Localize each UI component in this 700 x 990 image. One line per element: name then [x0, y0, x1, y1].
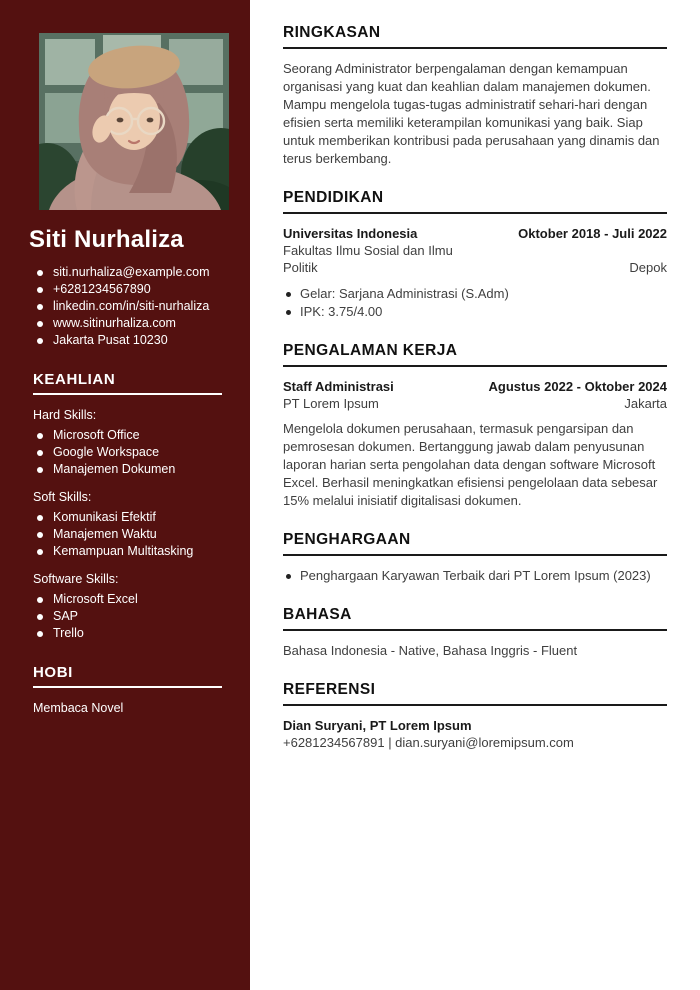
reference-name: Dian Suryani, PT Lorem Ipsum [283, 718, 472, 733]
name-heading: Siti Nurhaliza [29, 226, 184, 253]
experience-description: Mengelola dokumen perusahaan, termasuk pengarsipan dan pemrosesan dokumen. Bertanggung jawab dalam penyusunan laporan harian serta pengolahan data dengan software Microsoft Excel. Berhasil meningkatkan efisiensi pengelolaan data sebesar 15% melalui inisiatif digitalisasi dokumen. [283, 421, 658, 508]
experience-location: Jakarta [624, 396, 667, 411]
contact-item-email [33, 264, 222, 281]
section-summary [283, 24, 667, 168]
bullet-dot-icon [37, 597, 43, 603]
skill-item [33, 543, 222, 560]
section-divider [283, 47, 667, 49]
skill-item-label: Microsoft Office [53, 428, 140, 442]
section-divider [283, 212, 667, 214]
contact-text: www.sitinurhaliza.com [53, 316, 176, 330]
contact-list [33, 264, 222, 349]
bullet-dot-icon [286, 292, 291, 297]
education-bullet [283, 285, 667, 303]
bullet-dot-icon [37, 304, 43, 310]
main-content [250, 0, 700, 990]
skill-item-label: Komunikasi Efektif [53, 510, 156, 524]
education-bullet [283, 303, 667, 321]
skill-group-software [33, 571, 222, 642]
education-faculty: Fakultas Ilmu Sosial dan Ilmu Politik [283, 243, 453, 275]
skill-group-hard [33, 407, 222, 478]
bullet-dot-icon [286, 574, 291, 579]
skill-item [33, 625, 222, 642]
bullet-dot-icon [286, 310, 291, 315]
skill-item-label: Manajemen Waktu [53, 527, 157, 541]
summary-text: Seorang Administrator berpengalaman dengan kemampuan organisasi yang kuat dan keahlian dalam manajemen dokumen. Mampu mengelola tugas-tugas administratif sehari-hari dengan efisien serta memiliki keterampilan komunikasi yang baik. Siap untuk memberikan kontribusi pada perusahaan yang dinamis dan terus berkembang. [283, 61, 660, 166]
education-location: Depok [629, 260, 667, 275]
education-bullets [283, 285, 667, 321]
section-education [283, 189, 667, 321]
skill-item-label: Google Workspace [53, 445, 160, 459]
award-bullet-text: Penghargaan Karyawan Terbaik dari PT Lorem Ipsum (2023) [300, 568, 651, 583]
reference-contact: +6281234567891 | dian.suryani@loremipsum.com [283, 735, 574, 750]
skill-item [33, 591, 222, 608]
skill-item-label: Manajemen Dokumen [53, 462, 176, 476]
skill-item-label: Microsoft Excel [53, 592, 138, 606]
bullet-dot-icon [37, 338, 43, 344]
experience-role: Staff Administrasi [283, 379, 394, 394]
bullet-dot-icon [37, 287, 43, 293]
hobby-divider [33, 686, 222, 688]
sidebar [0, 0, 250, 990]
education-bullet-text: IPK: 3.75/4.00 [300, 304, 383, 319]
skill-group-label: Soft Skills: [33, 490, 92, 504]
education-dates: Oktober 2018 - Juli 2022 [518, 226, 667, 241]
section-heading: BAHASA [283, 606, 352, 623]
contact-item-address [33, 332, 222, 349]
contact-text: siti.nurhaliza@example.com [53, 265, 210, 279]
skill-group-soft [33, 489, 222, 560]
skill-item [33, 509, 222, 526]
section-awards [283, 531, 667, 585]
skill-item [33, 461, 222, 478]
bullet-dot-icon [37, 515, 43, 521]
bullet-dot-icon [37, 549, 43, 555]
section-languages [283, 606, 667, 660]
section-heading: PENGALAMAN KERJA [283, 342, 458, 359]
skill-item-label: SAP [53, 609, 79, 623]
section-divider [283, 554, 667, 556]
bullet-dot-icon [37, 467, 43, 473]
section-heading: RINGKASAN [283, 24, 381, 41]
bullet-dot-icon [37, 614, 43, 620]
contact-item-website [33, 315, 222, 332]
contact-text: linkedin.com/in/siti-nurhaliza [53, 299, 210, 313]
bullet-dot-icon [37, 321, 43, 327]
education-school: Universitas Indonesia [283, 226, 418, 241]
section-divider [283, 629, 667, 631]
bullet-dot-icon [37, 631, 43, 637]
skill-item-label: Kemampuan Multitasking [53, 544, 194, 558]
section-experience [283, 342, 667, 510]
experience-entry [283, 378, 667, 412]
skill-item [33, 427, 222, 444]
bullet-dot-icon [37, 270, 43, 276]
section-references [283, 681, 667, 751]
experience-company: PT Lorem Ipsum [283, 396, 379, 411]
bullet-dot-icon [37, 450, 43, 456]
experience-dates: Agustus 2022 - Oktober 2024 [488, 379, 667, 394]
section-heading: PENGHARGAAN [283, 531, 411, 548]
education-entry [283, 225, 667, 276]
section-divider [283, 704, 667, 706]
skill-group-label: Hard Skills: [33, 408, 97, 422]
section-divider [283, 365, 667, 367]
skill-item [33, 526, 222, 543]
section-heading: PENDIDIKAN [283, 189, 384, 206]
skill-item [33, 444, 222, 461]
profile-photo [39, 33, 229, 210]
hobby-text: Membaca Novel [33, 701, 124, 715]
skills-heading: KEAHLIAN [33, 371, 116, 388]
bullet-dot-icon [37, 433, 43, 439]
contact-item-linkedin [33, 298, 222, 315]
hobby-heading: HOBI [33, 664, 73, 681]
contact-item-phone [33, 281, 222, 298]
contact-text: Jakarta Pusat 10230 [53, 333, 168, 347]
skill-group-label: Software Skills: [33, 572, 119, 586]
languages-text: Bahasa Indonesia - Native, Bahasa Inggris - Fluent [283, 643, 578, 658]
education-bullet-text: Gelar: Sarjana Administrasi (S.Adm) [300, 286, 509, 301]
skill-item [33, 608, 222, 625]
bullet-dot-icon [37, 532, 43, 538]
section-heading: REFERENSI [283, 681, 376, 698]
award-bullet [283, 567, 667, 585]
contact-text: +6281234567890 [53, 282, 151, 296]
skills-divider [33, 393, 222, 395]
skill-item-label: Trello [53, 626, 84, 640]
